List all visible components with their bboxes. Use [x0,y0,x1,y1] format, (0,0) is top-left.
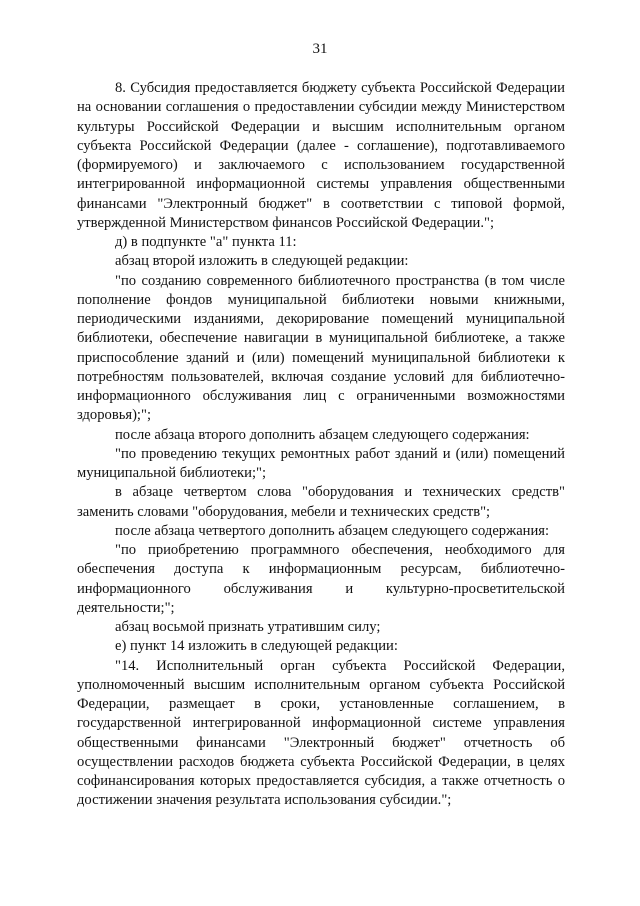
paragraph-item-e: е) пункт 14 изложить в следующей редакции: [115,638,398,655]
paragraph-point-14: "14. Исполнительный орган субъекта Российской Федерации, уполномоченный высшим исполнительным органом субъекта Российской Федерации, размещает в сроки, установленные соглашением, в государственной интегрированной информационной системе управления общественными финансами "Электронный бюджет" отчетность об осуществлении расходов бюджета субъекта Российской Федерации, в целях софинансирования которых предоставляется субсидия, а также отчетность о достижении значения результата использования субсидии."; [77,657,565,809]
paragraph-library-space: "по созданию современного библиотечного пространства (в том числе пополнение фондов муниципальной библиотеки новыми книжными, периодическими изданиями, декорирование помещений муниципальной библиотеки, обеспечение навигации в муниципальной библиотеке, а также приспособление зданий и (или) помещений муниципальной библиотеки к потребностям пользователей, включая создание условий для библиотечно-информационного обслуживания лиц с ограниченными возможностями здоровья);"; [77,272,565,424]
document-body [77,79,565,811]
paragraph-software-purchase: "по приобретению программного обеспечения, необходимого для обеспечения доступа к информационным ресурсам, библиотечно-информационного обслуживания и культурно-просветительской деятельности;"; [77,542,565,616]
paragraph-fourth-abzac-words: в абзаце четвертом слова "оборудования и технических средств" заменить словами "оборудования, мебели и технических средств"; [77,484,565,520]
paragraph-subsidy-agreement: 8. Субсидия предоставляется бюджету субъекта Российской Федерации на основании соглашения о предоставлении субсидии между Министерством культуры Российской Федерации и высшим исполнительным органом субъекта Российской Федерации (далее - соглашение), подготавливаемого (формируемого) и заключаемого с использованием государственной интегрированной информационной системы управления общественными финансами "Электронный бюджет" в соответствии с типовой формой, утвержденной Министерством финансов Российской Федерации."; [77,80,565,231]
paragraph-after-second-abzac: после абзаца второго дополнить абзацем следующего содержания: [115,426,530,443]
page-number: 31 [312,41,328,57]
paragraph-after-fourth-abzac: после абзаца четвертого дополнить абзацем следующего содержания: [115,522,550,539]
paragraph-second-abzac-heading: абзац второй изложить в следующей редакции: [115,253,409,270]
paragraph-item-d: д) в подпункте "а" пункта 11: [115,234,297,250]
paragraph-repair-works: "по проведению текущих ремонтных работ зданий и (или) помещений муниципальной библиотеки;"; [77,445,565,481]
paragraph-eighth-abzac-void: абзац восьмой признать утратившим силу; [115,619,381,635]
